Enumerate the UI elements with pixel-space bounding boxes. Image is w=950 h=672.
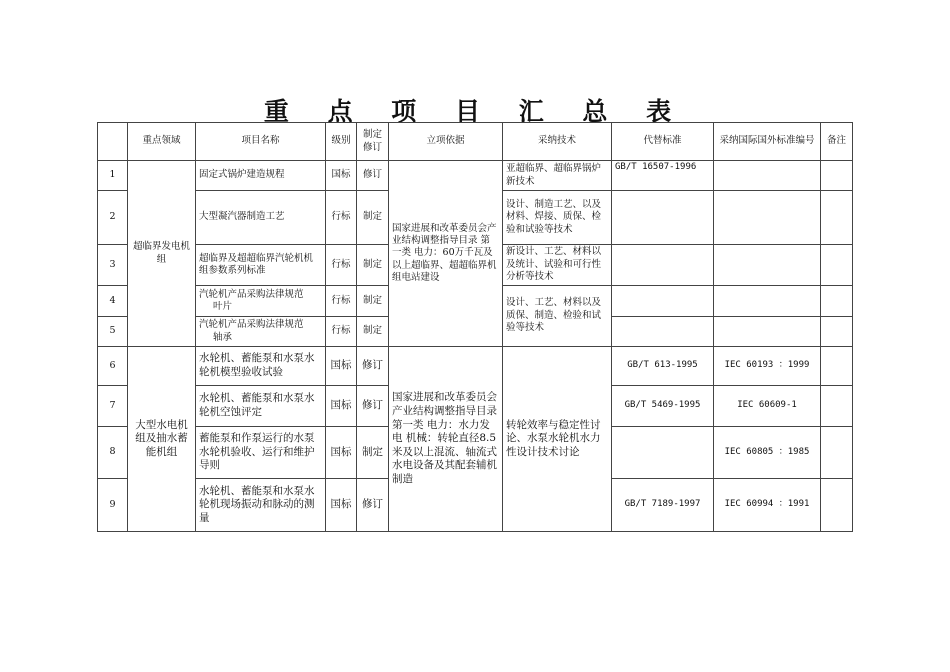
header-no [98, 123, 128, 161]
type-cell: 修订 [357, 161, 389, 191]
note-cell [821, 317, 853, 347]
project-name-main: 汽轮机产品采购法律规范 [199, 288, 304, 300]
project-name: 大型凝汽器制造工艺 [196, 191, 326, 245]
project-name: 水轮机、蓄能泵和水泵水轮机模型验收试验 [196, 347, 326, 386]
tech-cell: 转轮效率与稳定性讨论、水泵水轮机水力性设计技术讨论 [503, 347, 612, 532]
replace-cell [612, 317, 714, 347]
type-cell: 修订 [357, 386, 389, 427]
note-cell [821, 191, 853, 245]
intl-cell [714, 161, 821, 191]
row-no: 3 [98, 245, 128, 286]
replace-cell [612, 245, 714, 286]
table-row [98, 161, 853, 191]
intl-cell [714, 317, 821, 347]
project-name: 水轮机、蓄能泵和水泵水轮机空蚀评定 [196, 386, 326, 427]
basis-cell: 国家进展和改革委员会产业结构调整指导目录 第一类 电力：水力发电 机械：转轮直径8.5米及以上混流、轴流式水电设备及其配套辅机制造 [389, 347, 503, 532]
project-name: 水轮机、蓄能泵和水泵水轮机现场振动和脉动的测量 [196, 479, 326, 532]
type-cell: 制定 [357, 286, 389, 317]
header-basis: 立项依据 [389, 123, 503, 161]
project-name: 超临界及超超临界汽轮机机组参数系列标准 [196, 245, 326, 286]
replace-cell [612, 191, 714, 245]
type-cell: 制定 [357, 245, 389, 286]
note-cell [821, 386, 853, 427]
header-note: 备注 [821, 123, 853, 161]
header-replace: 代替标准 [612, 123, 714, 161]
intl-cell [714, 245, 821, 286]
summary-table [97, 122, 853, 532]
header-tech: 采纳技术 [503, 123, 612, 161]
project-name [196, 286, 326, 317]
intl-cell [714, 286, 821, 317]
project-name: 固定式锅炉建造规程 [196, 161, 326, 191]
header-type: 制定修订 [357, 123, 389, 161]
row-no: 7 [98, 386, 128, 427]
header-level: 级别 [326, 123, 357, 161]
note-cell [821, 286, 853, 317]
type-cell: 制定 [357, 191, 389, 245]
level-cell: 行标 [326, 317, 357, 347]
project-name-sub: 轴承 [213, 331, 233, 343]
header-intl: 采纳国际国外标准编号 [714, 123, 821, 161]
table-header-row [98, 123, 853, 161]
note-cell [821, 347, 853, 386]
level-cell: 行标 [326, 245, 357, 286]
note-cell [821, 479, 853, 532]
header-name: 项目名称 [196, 123, 326, 161]
type-cell: 制定 [357, 427, 389, 479]
level-cell: 国标 [326, 161, 357, 191]
level-cell: 国标 [326, 386, 357, 427]
project-name: 蓄能泵和作泵运行的水泵水轮机验收、运行和维护导则 [196, 427, 326, 479]
tech-cell: 亚超临界、超临界锅炉新技术 [503, 161, 612, 191]
type-cell: 修订 [357, 479, 389, 532]
basis-cell: 国家进展和改革委员会产业结构调整指导目录 第一类 电力：60万千瓦及以上超临界、超超临界机组电站建设 [389, 161, 503, 347]
field-cell: 超临界发电机组 [128, 161, 196, 347]
page-title: 重 点 项 目 汇 总 表 [263, 97, 687, 126]
row-no: 4 [98, 286, 128, 317]
type-cell: 制定 [357, 317, 389, 347]
intl-cell: IEC 60805 ：1985 [714, 427, 821, 479]
replace-cell: GB/T 5469-1995 [612, 386, 714, 427]
header-field: 重点领域 [128, 123, 196, 161]
row-no: 6 [98, 347, 128, 386]
project-name-main: 汽轮机产品采购法律规范 [199, 319, 304, 331]
intl-cell: IEC 60193 ：1999 [714, 347, 821, 386]
project-name [196, 317, 326, 347]
project-name-sub: 叶片 [213, 301, 233, 312]
note-cell [821, 161, 853, 191]
intl-cell: IEC 60609-1 [714, 386, 821, 427]
row-no: 9 [98, 479, 128, 532]
field-cell: 大型水电机组及抽水蓄能机组 [128, 347, 196, 532]
replace-cell: GB/T 613-1995 [612, 347, 714, 386]
table-row [98, 347, 853, 386]
level-cell: 行标 [326, 286, 357, 317]
level-cell: 国标 [326, 427, 357, 479]
type-cell: 修订 [357, 347, 389, 386]
replace-cell: GB/T 16507-1996 [612, 161, 714, 191]
replace-cell: GB/T 7189-1997 [612, 479, 714, 532]
tech-cell: 新设计、工艺、材料以及统计、试验和可行性分析等技术 [503, 245, 612, 286]
row-no: 1 [98, 161, 128, 191]
replace-cell [612, 427, 714, 479]
note-cell [821, 427, 853, 479]
row-no: 2 [98, 191, 128, 245]
replace-cell [612, 286, 714, 317]
row-no: 5 [98, 317, 128, 347]
tech-cell: 设计、工艺、材料以及质保、制造、检验和试验等技术 [503, 286, 612, 347]
level-cell: 行标 [326, 191, 357, 245]
intl-cell: IEC 60994 ：1991 [714, 479, 821, 532]
tech-cell: 设计、制造工艺、以及材料、焊接、质保、检验和试验等技术 [503, 191, 612, 245]
level-cell: 国标 [326, 347, 357, 386]
intl-cell [714, 191, 821, 245]
note-cell [821, 245, 853, 286]
row-no: 8 [98, 427, 128, 479]
level-cell: 国标 [326, 479, 357, 532]
